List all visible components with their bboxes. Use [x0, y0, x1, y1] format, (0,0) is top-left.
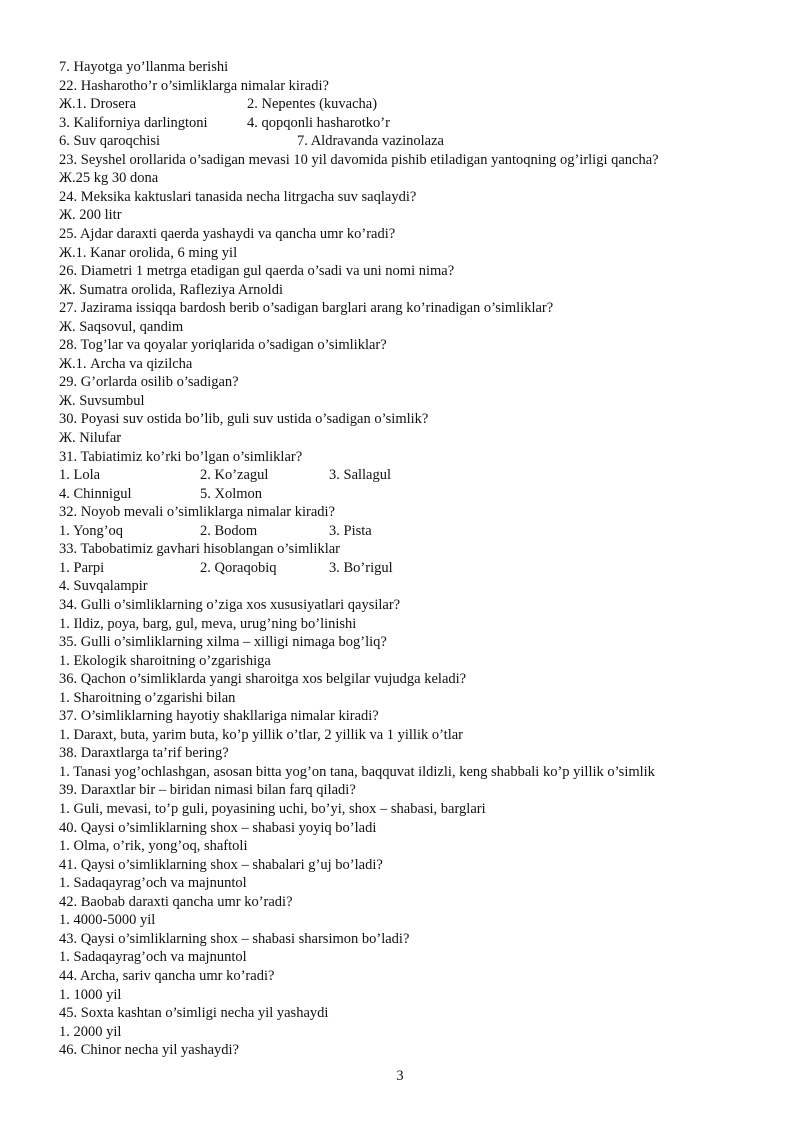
text-line: 44. Archa, sariv qancha umr ko’radi? [59, 967, 275, 984]
text-line: 32. Noyob mevali o’simliklarga nimalar kiradi? [59, 504, 335, 521]
text-line: 35. Gulli o’simliklarning xilma – xilligi nimaga bog’liq? [59, 634, 387, 651]
answer-option: 6. Suv qaroqchisi [59, 133, 161, 150]
answer-option: 3. Bo’rigul [329, 559, 393, 576]
answer-option: 1. Parpi [59, 559, 105, 576]
text-line: 46. Chinor necha yil yashaydi? [59, 1042, 239, 1059]
text-line: Ж. Saqsovul, qandim [59, 318, 184, 335]
text-line: 1. Sadaqayrag’och va majnuntol [59, 949, 247, 966]
text-line: 1. 1000 yil [59, 986, 122, 1003]
text-line: Ж. Suvsumbul [59, 392, 145, 409]
text-line: 1. 4000-5000 yil [59, 912, 156, 929]
answer-option: 3. Sallagul [329, 467, 392, 484]
text-line: 27. Jazirama issiqqa bardosh berib o’sadigan barglari arang ko’rinadigan o’simliklar? [59, 300, 554, 317]
text-line: 43. Qaysi o’simliklarning shox – shabasi sharsimon bo’ladi? [59, 930, 410, 947]
text-line: Ж.1. Archa va qizilcha [59, 355, 193, 372]
text-line: 30. Poyasi suv ostida bo’lib, guli suv ustida o’sadigan o’simlik? [59, 411, 429, 428]
text-line: 31. Tabiatimiz ko’rki bo’lgan o’simliklar? [59, 448, 303, 465]
text-line: 29. G’orlarda osilib o’sadigan? [59, 374, 239, 391]
answer-option: 1. Lola [59, 467, 101, 484]
text-line: 45. Soxta kashtan o’simligi necha yil yashaydi [59, 1005, 329, 1022]
text-line: 22. Hasharotho’r o’simliklarga nimalar kiradi? [59, 77, 329, 94]
text-line: 1. Olma, o’rik, yong’oq, shaftoli [59, 838, 248, 855]
text-line: 36. Qachon o’simliklarda yangi sharoitga xos belgilar vujudga keladi? [59, 671, 467, 688]
text-line: 41. Qaysi o’simliklarning shox – shabalari g’uj bo’ladi? [59, 856, 383, 873]
page-number: 3 [396, 1068, 404, 1084]
answer-option: 3. Kaliforniya darlingtoni [59, 114, 208, 131]
text-line: 28. Tog’lar va qoyalar yoriqlarida o’sadigan o’simliklar? [59, 337, 387, 354]
answer-option: 4. qopqonli hasharotko’r [247, 114, 390, 131]
text-line: Ж.25 kg 30 dona [59, 170, 159, 187]
text-line: 1. Sadaqayrag’och va majnuntol [59, 875, 247, 892]
text-line: 7. Hayotga yo’llanma berishi [59, 59, 229, 75]
answer-option: 2. Nepentes (kuvacha) [247, 96, 378, 113]
text-line: Ж. Sumatra orolida, Rafleziya Arnoldi [59, 281, 283, 298]
text-line: 39. Daraxtlar bir – biridan nimasi bilan farq qiladi? [59, 782, 356, 799]
text-line: 4. Suvqalampir [59, 578, 148, 595]
text-line: 1. Sharoitning o’zgarishi bilan [59, 689, 236, 706]
text-line: 24. Meksika kaktuslari tanasida necha litrgacha suv saqlaydi? [59, 188, 417, 205]
text-line: 1. 2000 yil [59, 1023, 122, 1040]
answer-option: 7. Aldravanda vazinolaza [297, 133, 444, 150]
answer-option: 1. Yong’oq [59, 522, 124, 539]
text-line: Ж. 200 litr [59, 207, 122, 224]
text-line: 1. Guli, mevasi, to’p guli, poyasining uchi, bo’yi, shox – shabasi, barglari [59, 801, 486, 817]
text-line: 1. Ildiz, poya, barg, gul, meva, urug’ning bo’linishi [59, 615, 357, 632]
answer-option: 3. Pista [329, 522, 372, 539]
answer-option: 2. Bodom [200, 522, 258, 539]
text-line: 1. Ekologik sharoitning o’zgarishiga [59, 652, 271, 669]
text-line: 42. Baobab daraxti qancha umr ko’radi? [59, 893, 293, 910]
answer-option: 4. Chinnigul [59, 485, 132, 502]
text-line: 26. Diametri 1 metrga etadigan gul qaerda o’sadi va uni nomi nima? [59, 263, 455, 280]
text-line: 38. Daraxtlarga ta’rif bering? [59, 745, 229, 762]
answer-option: Ж.1. Drosera [59, 96, 137, 113]
text-line: Ж. Nilufar [59, 430, 122, 446]
text-line: 40. Qaysi o’simliklarning shox – shabasi yoyiq bo’ladi [59, 819, 377, 836]
text-line: 33. Tabobatimiz gavhari hisoblangan o’simliklar [59, 541, 341, 558]
answer-option: 2. Qoraqobiq [200, 559, 277, 576]
text-line: 1. Tanasi yog’ochlashgan, asosan bitta yog’on tana, baqquvat ildizli, keng shabbali ko’p yillik o’simlik [59, 763, 655, 780]
text-line: 34. Gulli o’simliklarning o’ziga xos xususiyatlari qaysilar? [59, 596, 401, 613]
text-line: 1. Daraxt, buta, yarim buta, ko’p yillik o’tlar, 2 yillik va 1 yillik o’tlar [59, 726, 464, 743]
text-line: 25. Ajdar daraxti qaerda yashaydi va qancha umr ko’radi? [59, 225, 396, 242]
answer-option: 2. Ko’zagul [200, 467, 269, 484]
text-line: 23. Seyshel orollarida o’sadigan mevasi 10 yil davomida pishib etiladigan yantoqning og’irligi qancha? [59, 151, 659, 168]
answer-option: 5. Xolmon [200, 485, 263, 502]
text-line: Ж.1. Kanar orolida, 6 ming yil [59, 244, 238, 261]
text-line: 37. O’simliklarning hayotiy shakllariga nimalar kiradi? [59, 708, 379, 725]
